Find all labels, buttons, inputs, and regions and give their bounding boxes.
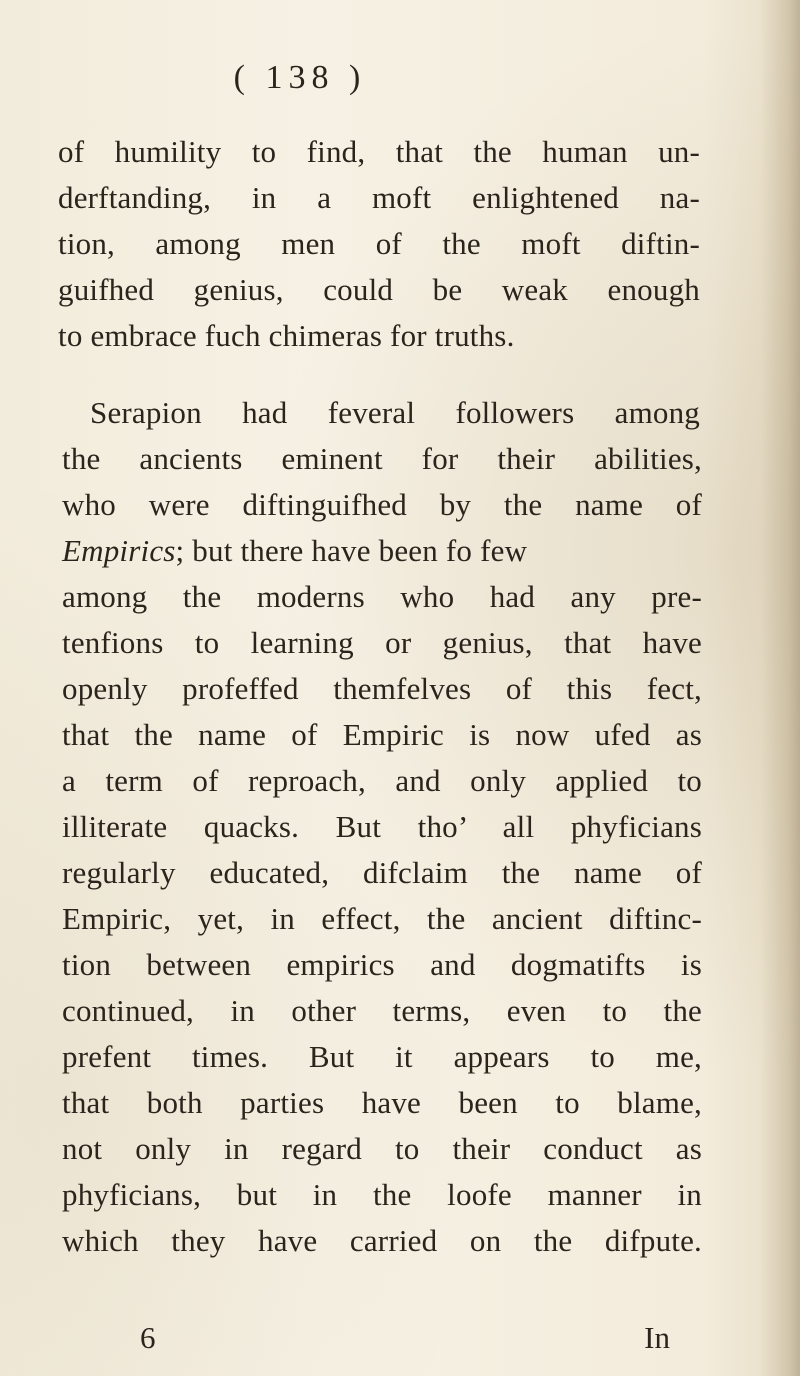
text-line: regularly educated, difclaim the name of — [62, 855, 702, 890]
text-line-mixed — [62, 529, 702, 573]
text-line: Serapion had feveral followers among — [90, 395, 700, 430]
page-number: ( 138 ) — [233, 59, 367, 96]
text-line: among the moderns who had any pre- — [62, 579, 702, 614]
text-line: continued, in other terms, even to the — [62, 993, 702, 1028]
text-line: derftanding, in a moft enlightened na- — [58, 180, 700, 215]
text-line: that both parties have been to blame, — [62, 1085, 702, 1120]
italic-word: Empirics — [62, 533, 176, 568]
catchword: In — [644, 1320, 670, 1355]
text-line: the ancients eminent for their abilities, — [62, 441, 702, 476]
text-line: tenfions to learning or genius, that have — [62, 625, 702, 660]
text-line: illiterate quacks. But tho’ all phyficians — [62, 809, 702, 844]
text-line: not only in regard to their conduct as — [62, 1131, 702, 1166]
page-footer — [140, 1316, 670, 1360]
text-line: to embrace fuch chimeras for truths. — [58, 318, 515, 353]
text-line: a term of reproach, and only applied to — [62, 763, 702, 798]
text-line: tion between empirics and dogmatifts is — [62, 947, 702, 982]
text-line: openly profeffed themfelves of this fect, — [62, 671, 702, 706]
text-line: Empiric, yet, in effect, the ancient diftinc- — [62, 901, 702, 936]
text-run: ; but there have been fo few — [175, 533, 528, 568]
text-line: prefent times. But it appears to me, — [62, 1039, 702, 1074]
text-line: of humility to find, that the human un- — [58, 134, 700, 169]
signature-mark: 6 — [140, 1320, 156, 1355]
page-edge-shadow — [760, 0, 800, 1376]
text-line: guifhed genius, could be weak enough — [58, 272, 700, 307]
text-line: who were diftinguifhed by the name of — [62, 487, 702, 522]
text-line: phyficians, but in the loofe manner in — [62, 1177, 702, 1212]
text-line: which they have carried on the difpute. — [62, 1223, 702, 1258]
text-line: tion, among men of the moft diftin- — [58, 226, 700, 261]
text-line: that the name of Empiric is now ufed as — [62, 717, 702, 752]
